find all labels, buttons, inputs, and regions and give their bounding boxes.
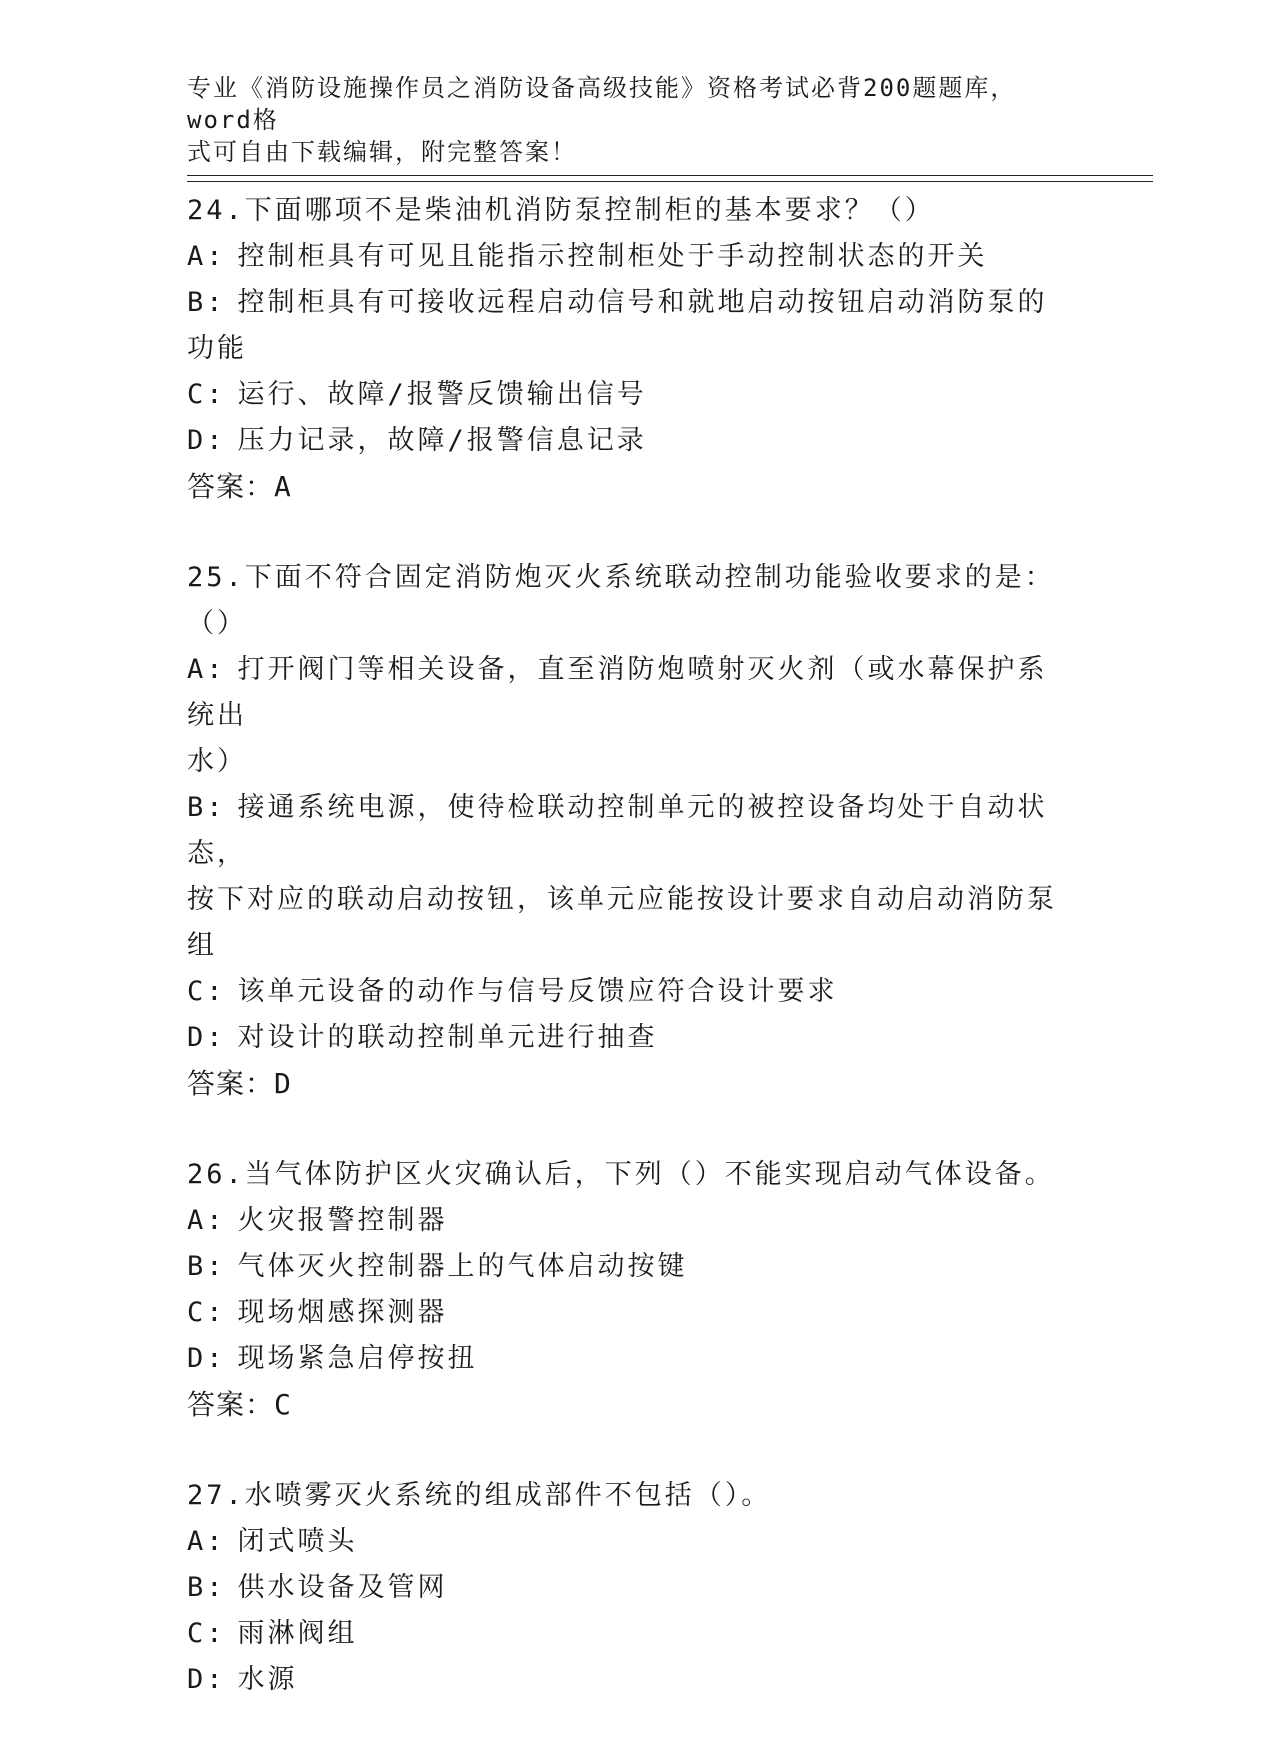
option-text: 对设计的联动控制单元进行抽查 (237, 1022, 658, 1053)
header-line-2: 式可自由下载编辑，附完整答案！ (187, 138, 577, 166)
answer-line (187, 1061, 1077, 1107)
header-divider-bottom (187, 181, 1153, 182)
option-c (187, 969, 1077, 1015)
option-d (187, 1015, 1077, 1061)
option-text: 现场烟感探测器 (237, 1297, 448, 1328)
question-26 (187, 1152, 1077, 1428)
option-d (187, 418, 1077, 464)
option-text: 打开阀门等相关设备，直至消防炮喷射灭火剂（或水幕保护系统出 (187, 654, 1048, 731)
header-line-1: 专业《消防设施操作员之消防设备高级技能》资格考试必背200题题库，word格 (187, 74, 1017, 134)
option-text: 闭式喷头 (237, 1526, 358, 1557)
answer-value: D (274, 1067, 292, 1100)
option-text: 压力记录，故障/报警信息记录 (237, 425, 647, 456)
question-27 (187, 1473, 1077, 1703)
option-label: B: (187, 287, 226, 318)
option-text: 现场紧急启停按扭 (237, 1343, 478, 1374)
answer-label: 答案： (187, 1388, 275, 1421)
option-label: B: (187, 1251, 226, 1282)
option-label: A: (187, 1526, 226, 1557)
option-a-continued: 水） (187, 746, 247, 777)
option-a (187, 647, 1077, 739)
option-c (187, 1290, 1077, 1336)
option-text: 接通系统电源，使待检联动控制单元的被控设备均处于自动状态， (187, 792, 1048, 869)
option-label: B: (187, 1572, 226, 1603)
option-a (187, 1198, 1077, 1244)
answer-label: 答案： (187, 470, 275, 503)
option-label: D: (187, 1343, 226, 1374)
option-label: A: (187, 1205, 226, 1236)
option-label: C: (187, 379, 226, 410)
option-label: C: (187, 1618, 226, 1649)
document-header (187, 72, 1067, 168)
question-stem: 24.下面哪项不是柴油机消防泵控制柜的基本要求？（） (187, 195, 935, 226)
answer-label: 答案： (187, 1067, 275, 1100)
question-list (187, 188, 1077, 1748)
option-text: 火灾报警控制器 (237, 1205, 448, 1236)
option-label: C: (187, 1297, 226, 1328)
question-25 (187, 555, 1077, 1107)
option-b (187, 1565, 1077, 1611)
answer-value: C (274, 1388, 292, 1421)
option-b (187, 1244, 1077, 1290)
option-text: 水源 (237, 1664, 298, 1695)
option-b (187, 280, 1077, 372)
option-c (187, 372, 1077, 418)
option-d (187, 1657, 1077, 1703)
answer-line (187, 1382, 1077, 1428)
option-b (187, 785, 1077, 877)
header-divider-top (187, 175, 1153, 176)
option-text: 控制柜具有可接收远程启动信号和就地启动按钮启动消防泵的功能 (187, 287, 1048, 364)
option-c (187, 1611, 1077, 1657)
question-stem: 27.水喷雾灭火系统的组成部件不包括（）。 (187, 1480, 772, 1511)
option-label: A: (187, 654, 226, 685)
option-text: 运行、故障/报警反馈输出信号 (237, 379, 647, 410)
option-text: 该单元设备的动作与信号反馈应符合设计要求 (237, 976, 838, 1007)
question-24 (187, 188, 1077, 510)
option-text: 供水设备及管网 (237, 1572, 448, 1603)
option-label: D: (187, 425, 226, 456)
option-d (187, 1336, 1077, 1382)
answer-value: A (274, 470, 292, 503)
option-text: 雨淋阀组 (237, 1618, 358, 1649)
option-text: 气体灭火控制器上的气体启动按键 (237, 1251, 688, 1282)
answer-line (187, 464, 1077, 510)
option-text: 控制柜具有可见且能指示控制柜处于手动控制状态的开关 (237, 241, 988, 272)
option-label: A: (187, 241, 226, 272)
question-stem: 26.当气体防护区火灾确认后，下列（）不能实现启动气体设备。 (187, 1159, 1055, 1190)
option-label: D: (187, 1022, 226, 1053)
option-a (187, 1519, 1077, 1565)
option-label: D: (187, 1664, 226, 1695)
option-label: C: (187, 976, 226, 1007)
option-b-continued: 按下对应的联动启动按钮，该单元应能按设计要求自动启动消防泵组 (187, 884, 1057, 961)
question-stem: 25.下面不符合固定消防炮灭火系统联动控制功能验收要求的是：（） (187, 562, 1055, 639)
option-a (187, 234, 1077, 280)
option-label: B: (187, 792, 226, 823)
